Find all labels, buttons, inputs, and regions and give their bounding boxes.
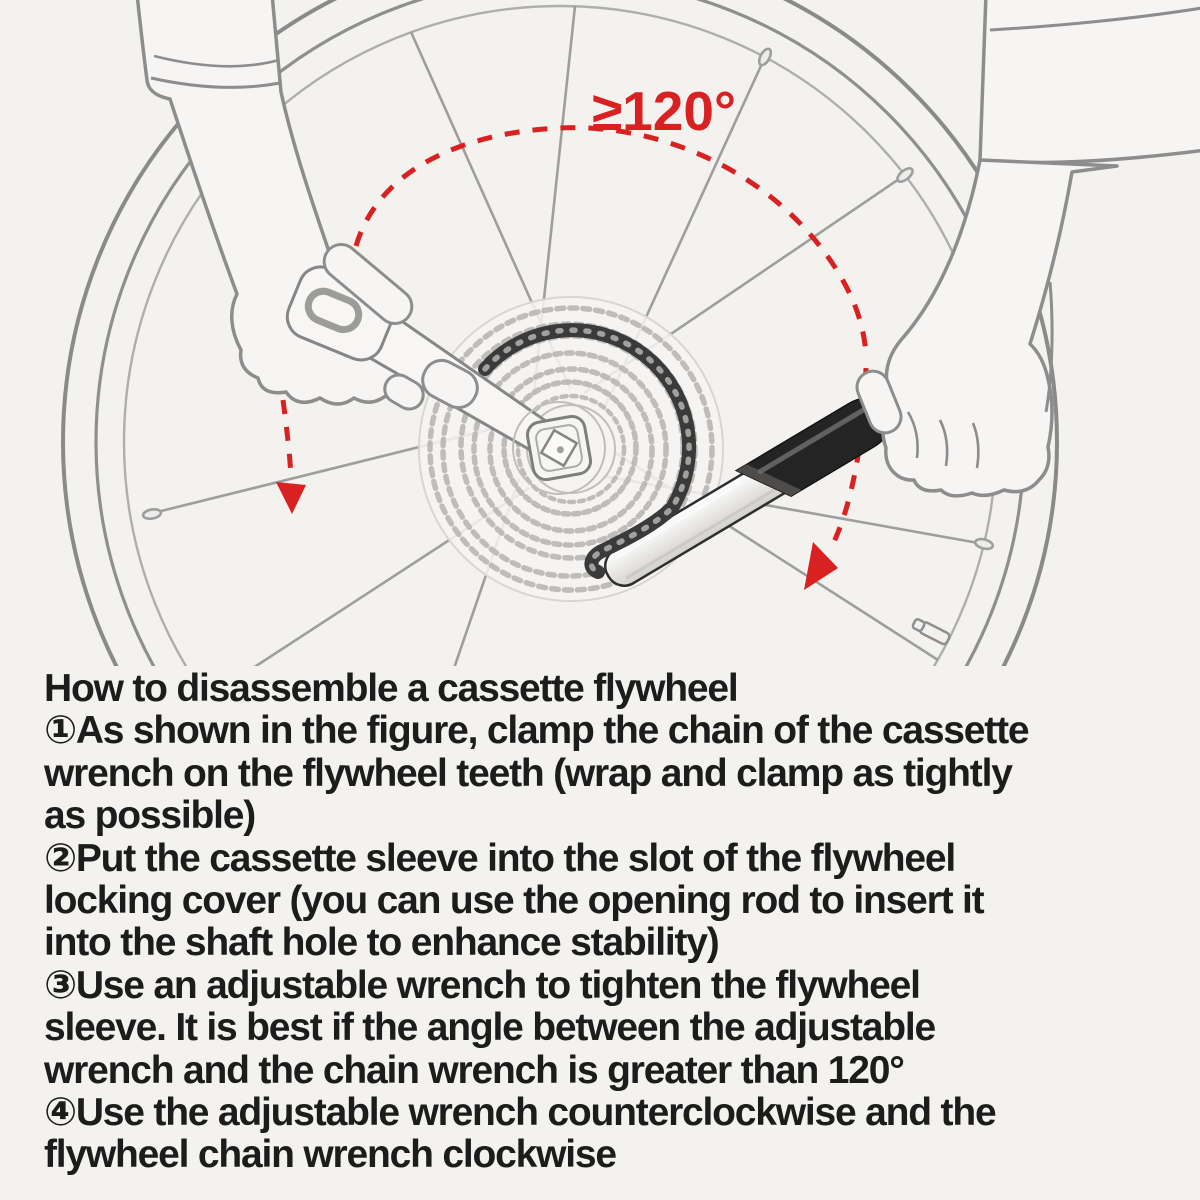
instruction-line: ④Use the adjustable wrench counterclockwise and the bbox=[44, 1090, 996, 1134]
right-sleeve bbox=[980, 0, 1200, 162]
instruction-line: sleeve. It is best if the angle between the adjustable bbox=[44, 1006, 935, 1050]
instruction-line: locking cover (you can use the opening rod to insert it bbox=[44, 878, 984, 922]
instruction-text bbox=[44, 668, 1184, 1177]
instruction-line: wrench and the chain wrench is greater than 120° bbox=[44, 1048, 904, 1092]
rotation-arrow-left bbox=[276, 400, 306, 514]
valve-stem bbox=[911, 617, 950, 645]
angle-label: ≥120° bbox=[592, 80, 736, 142]
title-line: How to disassemble a cassette flywheel bbox=[44, 667, 738, 710]
instruction-line: ③Use an adjustable wrench to tighten the flywheel bbox=[44, 963, 920, 1007]
instruction-line: ②Put the cassette sleeve into the slot of the flywheel bbox=[44, 836, 955, 880]
instruction-line: ①As shown in the figure, clamp the chain of the cassette bbox=[44, 709, 1029, 753]
instruction-line: as possible) bbox=[44, 794, 256, 838]
right-hand bbox=[852, 0, 1200, 496]
instruction-line: wrench on the flywheel teeth (wrap and clamp as tightly bbox=[44, 751, 1012, 795]
instruction-line: flywheel chain wrench clockwise bbox=[44, 1133, 616, 1177]
instruction-line: into the shaft hole to enhance stability) bbox=[44, 921, 719, 965]
